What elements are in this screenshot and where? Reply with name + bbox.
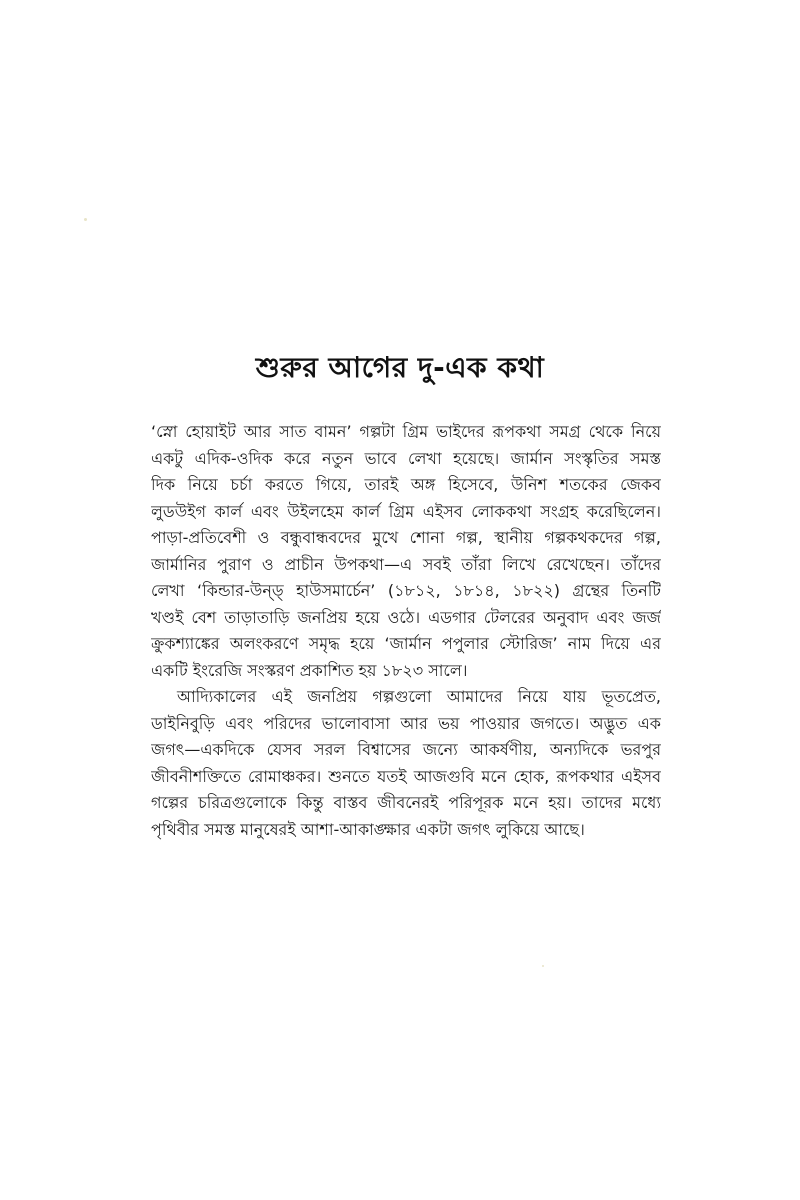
text-line: পাড়া-প্রতিবেশী ও বন্ধুবান্ধবদের মুখে শোনা গল্প, স্থানীয় গল্পকথকদের গল্প, <box>151 528 661 547</box>
text-line: একটু এদিক-ওদিক করে নতুন ভাবে লেখা হয়েছে। জার্মান সংস্কৃতির সমস্ত <box>151 448 661 468</box>
text-line: একটি ইংরেজি সংস্করণ প্রকাশিত হয় ১৮২৩ সালে। <box>151 660 468 680</box>
body-text <box>151 419 661 843</box>
text-line: জার্মানির পুরাণ ও প্রাচীন উপকথা—এ সবই তাঁরা লিখে রেখেছেন। তাঁদের <box>151 554 661 574</box>
paper-speck <box>84 218 87 221</box>
text-line: আদ্যিকালের এই জনপ্রিয় গল্পগুলো আমাদের নিয়ে যায় ভূতপ্রেত, <box>177 687 661 706</box>
paragraph-2 <box>151 684 661 843</box>
text-line: পৃথিবীর সমস্ত মানুষেরই আশা-আকাঙ্ক্ষার একটা জগৎ লুকিয়ে আছে। <box>151 819 585 839</box>
text-line: ক্রুকশ্যাঙ্কের অলংকরণে সমৃদ্ধ হয়ে ‘জার্মান পপুলার স্টোরিজ’ নাম দিয়ে এর <box>151 634 661 653</box>
paragraph-1 <box>151 419 661 684</box>
text-line: খণ্ডই বেশ তাড়াতাড়ি জনপ্রিয় হয়ে ওঠে। এডগার টেলরের অনুবাদ এবং জর্জ <box>151 607 661 627</box>
text-line: জগৎ—একদিকে যেসব সরল বিশ্বাসের জন্যে আকর্ষণীয়, অন্যদিকে ভরপুর <box>151 740 661 759</box>
text-line: জীবনীশক্তিতে রোমাঞ্চকর। শুনতে যতই আজগুবি মনে হোক, রূপকথার এইসব <box>151 766 661 786</box>
paper-speck <box>542 965 544 967</box>
text-line: লেখা ‘কিন্ডার-উন্ড্ হাউসমার্চেন’ (১৮১২, ১৮১৪, ১৮২২) গ্রন্থের তিনটি <box>151 581 661 600</box>
text-line: ‘স্নো হোয়াইট আর সাত বামন’ গল্পটা গ্রিম ভাইদের রূপকথা সমগ্র থেকে নিয়ে <box>151 422 661 441</box>
text-line: গল্পের চরিত্রগুলোকে কিন্তু বাস্তব জীবনেরই পরিপূরক মনে হয়। তাদের মধ্যে <box>151 793 661 812</box>
chapter-heading: শুরুর আগের দু-এক কথা <box>255 351 545 384</box>
text-line: লুডউইগ কার্ল এবং উইলহেম কার্ল গ্রিম এইসব লোককথা সংগ্রহ করেছিলেন। <box>151 501 661 521</box>
text-line: দিক নিয়ে চর্চা করতে গিয়ে, তারই অঙ্গ হিসেবে, উনিশ শতকের জেকব <box>151 475 661 494</box>
text-line: ডাইনিবুড়ি এবং পরিদের ভালোবাসা আর ভয় পাওয়ার জগতে। অদ্ভুত এক <box>151 713 661 733</box>
